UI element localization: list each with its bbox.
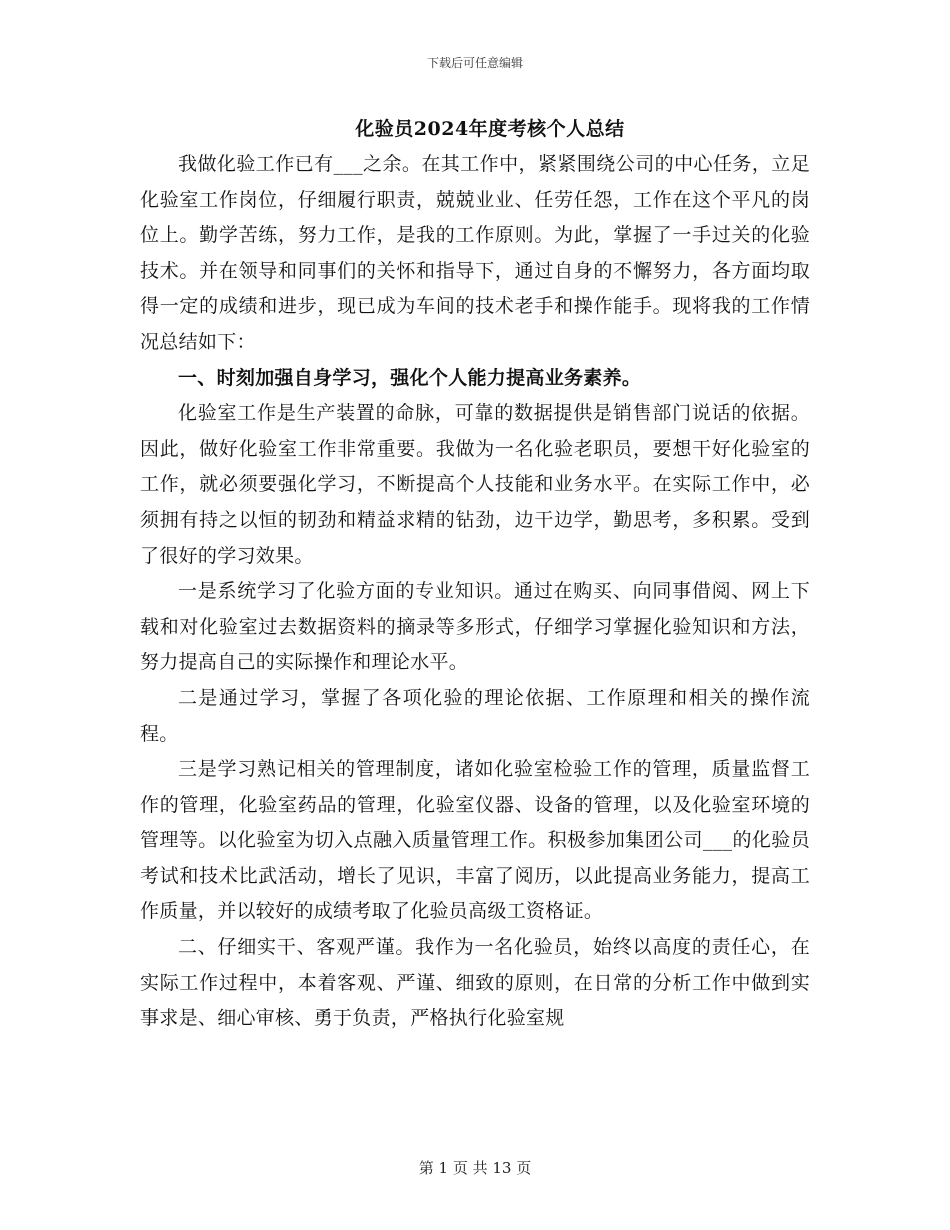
paragraph-intro: 我做化验工作已有___之余。在其工作中，紧紧围绕公司的中心任务，立足化验室工作岗位，仔细履行职责，兢兢业业、任劳任怨，工作在这个平凡的岗位上。勤学苦练，努力工作，是我的工作原则。为此，掌握了一手过关的化验技术。并在领导和同事们的关怀和指导下，通过自身的不懈努力，各方面均取得一定的成绩和进步，现已成为车间的技术老手和操作能手。现将我的工作情况总结如下：	[140, 153, 810, 353]
paragraph-point-1: 一是系统学习了化验方面的专业知识。通过在购买、向同事借阅、网上下载和对化验室过去数据资料的摘录等多形式，仔细学习掌握化验知识和方法，努力提高自己的实际操作和理论水平。	[140, 580, 810, 674]
document-body	[140, 147, 810, 1037]
paragraph-point-3: 三是学习熟记相关的管理制度，诸如化验室检验工作的管理，质量监督工作的管理，化验室药品的管理，化验室仪器、设备的管理，以及化验室环境的管理等。以化验室为切入点融入质量管理工作。积极参加集团公司___的化验员考试和技术比武活动，增长了见识，丰富了阅历，以此提高业务能力，提高工作质量，并以较好的成绩考取了化验员高级工资格证。	[140, 758, 810, 923]
document-title: 化验员2024年度考核个人总结	[355, 118, 625, 140]
section-heading-1: 一、时刻加强自身学习，强化个人能力提高业务素养。	[178, 366, 642, 389]
paragraph-point-2: 二是通过学习，掌握了各项化验的理论依据、工作原理和相关的操作流程。	[140, 686, 810, 745]
paragraph-section-2: 二、仔细实干、客观严谨。我作为一名化验员，始终以高度的责任心，在实际工作过程中，本着客观、严谨、细致的原则，在日常的分析工作中做到实事求是、细心审核、勇于负责，严格执行化验室规	[140, 936, 810, 1030]
paragraph-importance: 化验室工作是生产装置的命脉，可靠的数据提供是销售部门说话的依据。因此，做好化验室工作非常重要。我做为一名化验老职员，要想干好化验室的工作，就必须要强化学习，不断提高个人技能和业务水平。在实际工作中，必须拥有持之以恒的韧劲和精益求精的钻劲，边干边学，勤思考，多积累。受到了很好的学习效果。	[140, 402, 810, 567]
page-header: 下载后可任意编辑	[426, 56, 523, 70]
page-footer: 第 1 页 共 13 页	[418, 1159, 532, 1177]
